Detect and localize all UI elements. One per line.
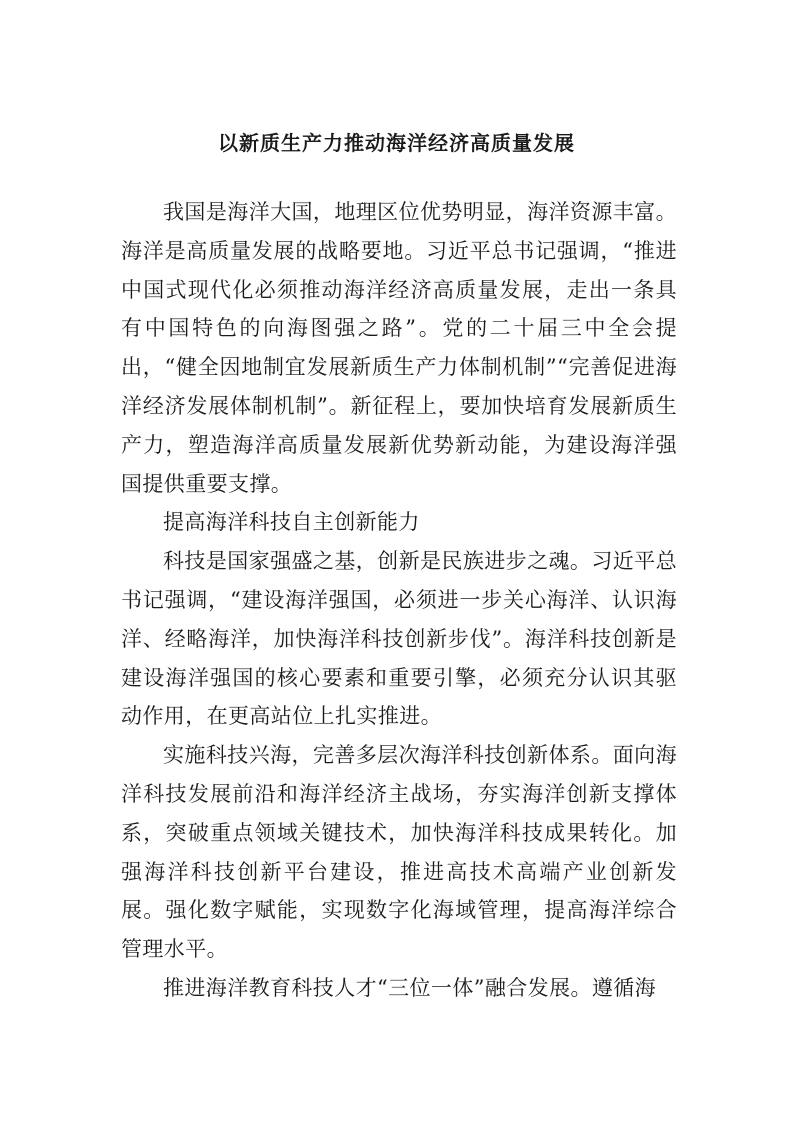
document-title: 以新质生产力推动海洋经济高质量发展 xyxy=(218,131,575,155)
document-body xyxy=(121,193,677,1008)
paragraph-tech-innovation-system: 实施科技兴海，完善多层次海洋科技创新体系。面向海洋科技发展前沿和海洋经济主战场，夯实海洋创新支撑体系，突破重点领域关键技术，加快海洋科技成果转化。加强海洋科技创新平台建设，推进高技术高端产业创新发展。强化数字赋能，实现数字化海域管理，提高海洋综合管理水平。 xyxy=(121,743,677,962)
paragraph-intro: 我国是海洋大国，地理区位优势明显，海洋资源丰富。海洋是高质量发展的战略要地。习近平总书记强调，“推进中国式现代化必须推动海洋经济高质量发展，走出一条具有中国特色的向海图强之路”。党的二十届三中全会提出，“健全因地制宜发展新质生产力体制机制”“完善促进海洋经济发展体制机制”。新征程上，要加快培育发展新质生产力，塑造海洋高质量发展新优势新动能，为建设海洋强国提供重要支撑。 xyxy=(121,200,677,496)
paragraph-education-integration: 推进海洋教育科技人才“三位一体”融合发展。遵循海 xyxy=(163,975,657,1000)
paragraph-tech-foundation: 科技是国家强盛之基，创新是民族进步之魂。习近平总书记强调，“建设海洋强国，必须进一步关心海洋、认识海洋、经略海洋，加快海洋科技创新步伐”。海洋科技创新是建设海洋强国的核心要素和重要引擎，必须充分认识其驱动作用，在更高站位上扎实推进。 xyxy=(121,549,677,729)
section-heading: 提高海洋科技自主创新能力 xyxy=(163,510,420,535)
